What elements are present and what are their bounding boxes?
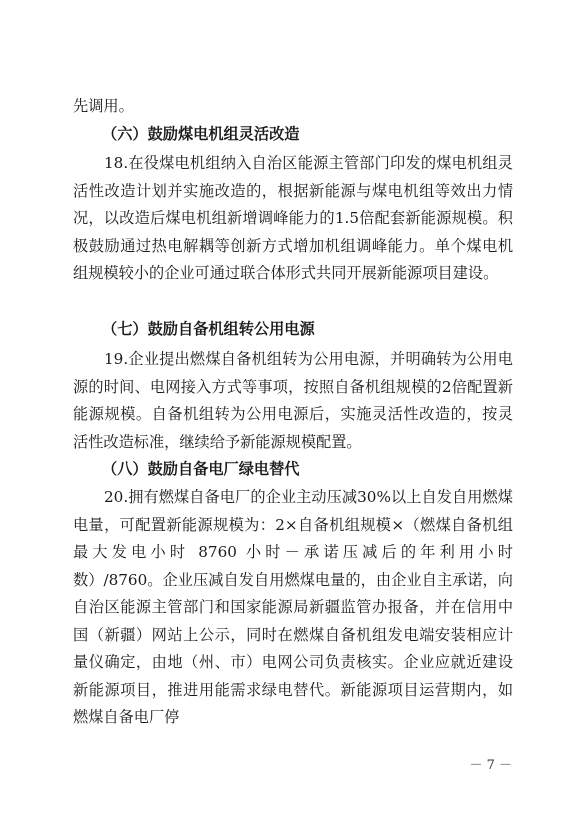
paragraph-19: 19.企业提出燃煤自备机组转为公用电源，并明确转为公用电源的时间、电网接入方式等事项，按照自备机组规模的2倍配置新能源规模。自备机组转为公用电源后，实施灵活性改造的，按灵活性改造标准，继续给予新能源规模配置。 — [73, 350, 513, 451]
section-heading-7: （七）鼓励自备机组转公用电源 — [102, 320, 315, 338]
paragraph-20: 20.拥有燃煤自备电厂的企业主动压减30%以上自发自用燃煤电量，可配置新能源规模为：2×自备机组规模×（燃煤自备机组最大发电小时 8760 小时－承诺压减后的年利用小时数）/8760。企业压减自发自用燃煤电量的，由企业自主承诺，向自治区能源主管部门和国家能源局新疆监管办报备，并在信用中国（新疆）网站上公示，同时在燃煤自备机组发电端安装相应计量仪确定，由地（州、市）电网公司负责核实。企业应就近建设新能源项目，推进用能需求绿电替代。新能源项目运营期内，如燃煤自备电厂停 — [73, 488, 513, 726]
page-number: － 7 － — [469, 758, 512, 773]
section-heading-8: （八）鼓励自备电厂绿电替代 — [102, 460, 300, 478]
paragraph-18: 18.在役煤电机组纳入自治区能源主管部门印发的煤电机组灵活性改造计划并实施改造的，根据新能源与煤电机组等效出力情况，以改造后煤电机组新增调峰能力的1.5倍配套新能源规模。积极鼓励通过热电解耦等创新方式增加机组调峰能力。单个煤电机组规模较小的企业可通过联合体形式共同开展新能源项目建设。 — [73, 154, 513, 282]
paragraph-continuation: 先调用。 — [73, 97, 134, 115]
section-heading-6: （六）鼓励煤电机组灵活改造 — [102, 125, 300, 143]
